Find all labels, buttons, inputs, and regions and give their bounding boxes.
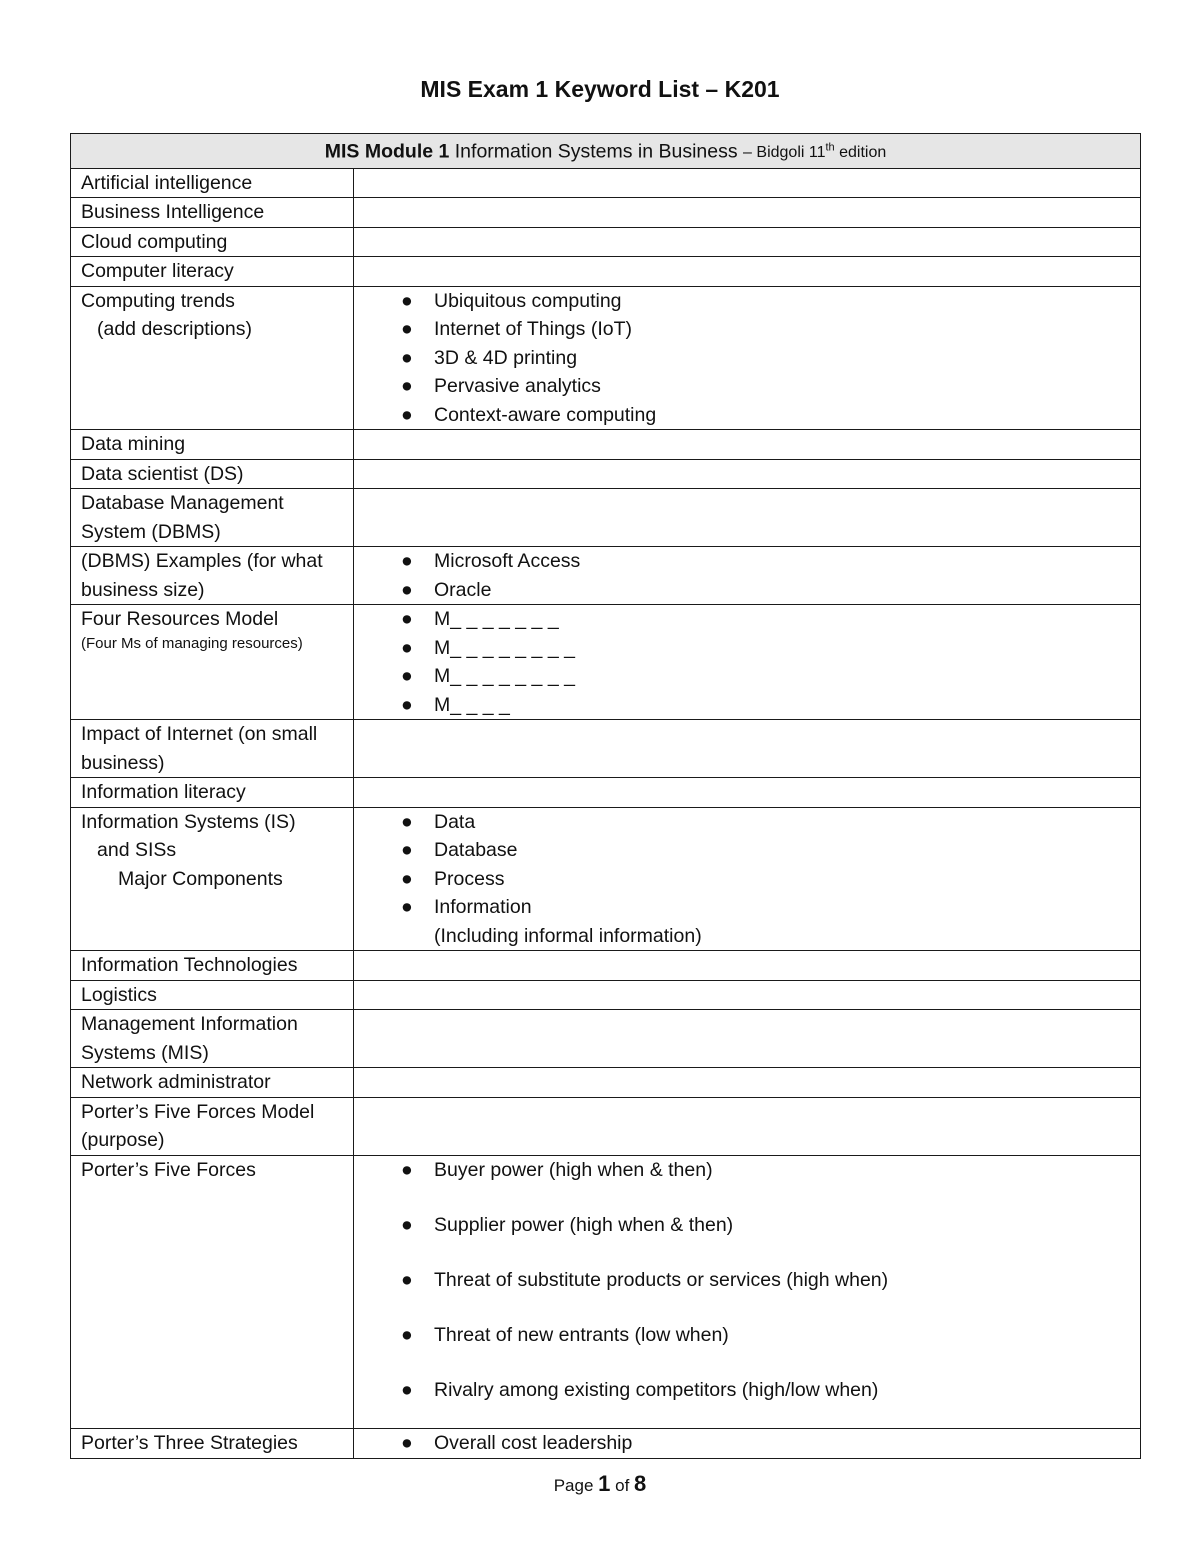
list-item (364, 1376, 1130, 1405)
bullet-icon: ● (401, 1213, 413, 1236)
keyword-cell: Information literacy (71, 778, 354, 808)
list-item-text: Database (434, 839, 518, 862)
textbook-name: – Bidgoli 11 (743, 144, 826, 162)
table-row (71, 720, 1141, 778)
keyword-note: (Four Ms of managing resources) (81, 634, 303, 652)
bullet-list (364, 1429, 1130, 1458)
list-item-text: Buyer power (high when & then) (434, 1158, 713, 1181)
keyword-cell (71, 807, 354, 951)
list-item-text: Process (434, 867, 505, 890)
description-cell[interactable] (354, 1010, 1141, 1068)
keyword-cell: Data scientist (DS) (71, 459, 354, 489)
bullet-icon: ● (401, 636, 413, 659)
keyword-label: Computing trends (81, 289, 235, 312)
keyword-cell: Porter’s Five Forces Model (purpose) (71, 1097, 354, 1155)
page-total: 8 (634, 1471, 647, 1496)
keyword-cell: Logistics (71, 980, 354, 1010)
bullet-list (364, 605, 1130, 719)
table-row (71, 227, 1141, 257)
keyword-cell: Information Technologies (71, 951, 354, 981)
bullet-icon: ● (401, 550, 413, 573)
list-item-text: Pervasive analytics (434, 375, 601, 398)
table-row (71, 257, 1141, 287)
table-row (71, 168, 1141, 198)
keyword-cell: Artificial intelligence (71, 168, 354, 198)
bullet-icon: ● (401, 1158, 413, 1181)
table-row (71, 489, 1141, 547)
description-cell[interactable] (354, 1155, 1141, 1429)
table-row (71, 1429, 1141, 1459)
description-cell[interactable] (354, 459, 1141, 489)
keyword-cell: Data mining (71, 430, 354, 460)
module-header (71, 134, 1141, 169)
list-item-text: Threat of new entrants (low when) (434, 1323, 729, 1346)
bullet-icon: ● (401, 289, 413, 312)
table-row (71, 778, 1141, 808)
table-row (71, 547, 1141, 605)
list-item (364, 605, 1130, 634)
bullet-icon: ● (401, 403, 413, 426)
keyword-cell: Impact of Internet (on small business) (71, 720, 354, 778)
keyword-cell: Porter’s Five Forces (71, 1155, 354, 1429)
list-item (364, 1211, 1130, 1240)
bullet-icon: ● (401, 318, 413, 341)
keyword-cell (71, 605, 354, 720)
page-number: 1 (598, 1471, 611, 1496)
list-item-text: Ubiquitous computing (434, 289, 622, 312)
list-item-text: Internet of Things (IoT) (434, 318, 632, 341)
list-item (364, 401, 1130, 430)
description-cell[interactable] (354, 286, 1141, 430)
list-item (364, 865, 1130, 894)
keyword-label: Information Systems (IS) (81, 810, 296, 833)
table-row (71, 1010, 1141, 1068)
keyword-cell: Database Management System (DBMS) (71, 489, 354, 547)
edition-label: edition (834, 144, 887, 162)
list-item-text: Oracle (434, 578, 492, 601)
table-row (71, 1068, 1141, 1098)
edition-suffix: th (825, 142, 835, 154)
keyword-cell: Computer literacy (71, 257, 354, 287)
list-item (364, 315, 1130, 344)
description-cell[interactable] (354, 1429, 1141, 1459)
list-item-text: 3D & 4D printing (434, 346, 578, 369)
keyword-cell: Management Information Systems (MIS) (71, 1010, 354, 1068)
keyword-cell: Cloud computing (71, 227, 354, 257)
keyword-cell: Network administrator (71, 1068, 354, 1098)
list-item (364, 893, 1130, 950)
description-cell[interactable] (354, 1097, 1141, 1155)
page-of-label: of (610, 1476, 635, 1495)
list-item (364, 344, 1130, 373)
bullet-icon: ● (401, 1323, 413, 1346)
list-item-text: Microsoft Access (434, 550, 581, 573)
bullet-icon: ● (401, 810, 413, 833)
list-item (364, 1429, 1130, 1458)
list-item (364, 576, 1130, 605)
keyword-cell: (DBMS) Examples (for what business size) (71, 547, 354, 605)
table-row (71, 605, 1141, 720)
description-cell[interactable] (354, 720, 1141, 778)
description-cell[interactable] (354, 430, 1141, 460)
description-cell[interactable] (354, 1068, 1141, 1098)
table-row (71, 459, 1141, 489)
list-item (364, 1156, 1130, 1185)
table-row (71, 1155, 1141, 1429)
bullet-icon: ● (401, 1268, 413, 1291)
bullet-icon: ● (401, 665, 413, 688)
list-item-text: M_ _ _ _ _ _ _ (434, 608, 559, 631)
bullet-list (364, 1156, 1130, 1405)
keyword-table (70, 133, 1141, 1459)
list-item (364, 372, 1130, 401)
description-cell[interactable] (354, 980, 1141, 1010)
list-item-text: Threat of substitute products or services (high when) (434, 1268, 889, 1291)
keyword-cell (71, 286, 354, 430)
page-footer (0, 1471, 1200, 1497)
list-item-note: (Including informal information) (434, 924, 702, 947)
list-item (364, 287, 1130, 316)
keyword-label-continued: and SISs (97, 839, 177, 862)
list-item-text: Data (434, 810, 476, 833)
bullet-icon: ● (401, 1378, 413, 1401)
bullet-icon: ● (401, 1432, 413, 1455)
table-header-row (71, 134, 1141, 169)
keyword-cell: Business Intelligence (71, 198, 354, 228)
table-row (71, 430, 1141, 460)
list-item-text: M_ _ _ _ _ _ _ _ (434, 665, 575, 688)
list-item (364, 547, 1130, 576)
list-item (364, 1266, 1130, 1295)
list-item (364, 836, 1130, 865)
list-item (364, 808, 1130, 837)
list-item-text: Information (434, 896, 532, 919)
description-cell[interactable] (354, 547, 1141, 605)
list-item-text: Overall cost leadership (434, 1432, 633, 1455)
bullet-icon: ● (401, 346, 413, 369)
keyword-note: (add descriptions) (97, 318, 252, 341)
list-item (364, 1321, 1130, 1350)
bullet-list (364, 287, 1130, 430)
table-row (71, 807, 1141, 951)
list-item-text: Supplier power (high when & then) (434, 1213, 734, 1236)
list-item (364, 691, 1130, 720)
table-row (71, 286, 1141, 430)
bullet-list (364, 547, 1130, 604)
keyword-cell: Porter’s Three Strategies (71, 1429, 354, 1459)
table-row (71, 198, 1141, 228)
description-cell[interactable] (354, 168, 1141, 198)
list-item (364, 662, 1130, 691)
description-cell[interactable] (354, 227, 1141, 257)
bullet-icon: ● (401, 839, 413, 862)
list-item-text: Rivalry among existing competitors (high/low when) (434, 1378, 879, 1401)
list-item-text: Context-aware computing (434, 403, 657, 426)
description-cell[interactable] (354, 198, 1141, 228)
table-row (71, 980, 1141, 1010)
module-number: MIS Module 1 (324, 140, 450, 163)
description-cell[interactable] (354, 778, 1141, 808)
document-title: MIS Exam 1 Keyword List – K201 (420, 76, 780, 102)
table-row (71, 1097, 1141, 1155)
bullet-icon: ● (401, 578, 413, 601)
bullet-icon: ● (401, 375, 413, 398)
list-item (364, 634, 1130, 663)
list-item-text: M_ _ _ _ (434, 693, 510, 716)
bullet-icon: ● (401, 608, 413, 631)
page-label: Page (553, 1476, 599, 1495)
textbook-edition (743, 144, 886, 161)
description-cell[interactable] (354, 257, 1141, 287)
description-cell[interactable] (354, 489, 1141, 547)
keyword-note: Major Components (118, 867, 283, 890)
description-cell[interactable] (354, 951, 1141, 981)
bullet-icon: ● (401, 896, 413, 919)
table-row (71, 951, 1141, 981)
bullet-icon: ● (401, 867, 413, 890)
keyword-label: Four Resources Model (81, 608, 279, 631)
bullet-icon: ● (401, 693, 413, 716)
description-cell[interactable] (354, 605, 1141, 720)
list-item-text: M_ _ _ _ _ _ _ _ (434, 636, 575, 659)
description-cell[interactable] (354, 807, 1141, 951)
module-title: Information Systems in Business (449, 140, 744, 163)
bullet-list (364, 808, 1130, 951)
